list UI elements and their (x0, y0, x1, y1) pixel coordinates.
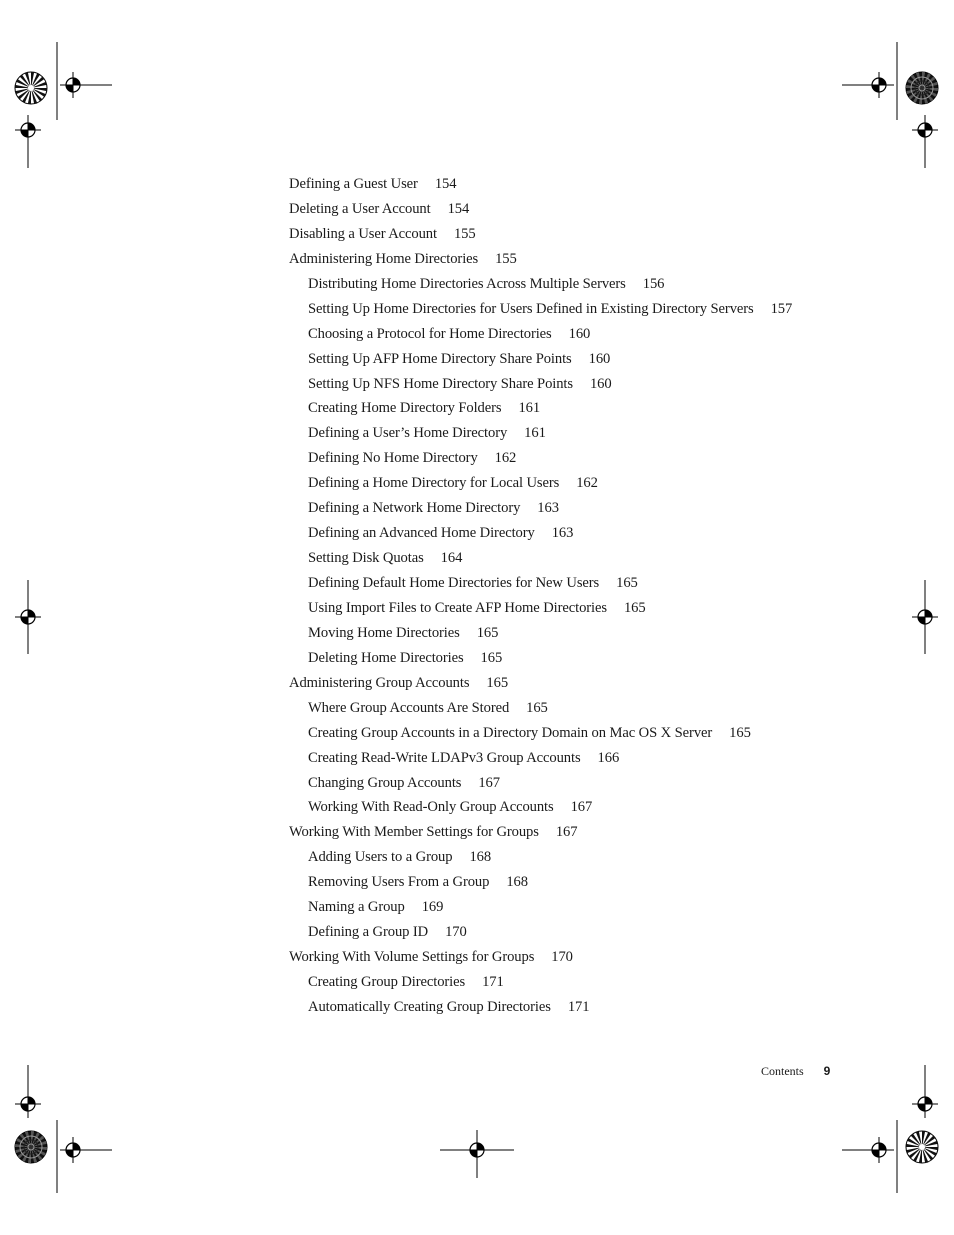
toc-entry (289, 222, 889, 247)
toc-entry-page: 166 (597, 749, 620, 766)
toc-entry (289, 546, 889, 571)
toc-entry-title: Setting Up AFP Home Directory Share Points (308, 350, 572, 367)
toc-entry-page: 171 (567, 998, 590, 1015)
toc-entry-title: Defining a Group ID (308, 924, 429, 941)
table-of-contents (289, 172, 889, 1020)
toc-entry (289, 521, 889, 546)
toc-entry-page: 163 (537, 500, 559, 517)
toc-entry-page: 154 (447, 200, 470, 217)
toc-entry-page: 165 (486, 674, 509, 691)
toc-entry-title: Defining No Home Directory (308, 450, 478, 467)
toc-entry-title: Defining a Home Directory for Local Users (308, 475, 560, 492)
toc-entry-title: Defining Default Home Directories for New Users (308, 575, 600, 591)
toc-entry (289, 322, 889, 347)
toc-entry-title: Moving Home Directories (308, 624, 460, 641)
toc-entry-title: Defining a Guest User (289, 176, 418, 192)
toc-entry-page: 162 (494, 450, 517, 467)
toc-entry-title: Deleting a User Account (289, 200, 431, 217)
toc-entry-title: Deleting Home Directories (308, 649, 464, 666)
toc-entry-page: 171 (482, 974, 504, 990)
toc-entry-title: Where Group Accounts Are Stored (308, 699, 510, 716)
toc-entry (289, 471, 889, 496)
toc-entry-page: 161 (518, 400, 541, 417)
toc-entry-page: 168 (506, 874, 528, 891)
registration-mark-icon (912, 604, 938, 630)
toc-entry (289, 945, 889, 970)
toc-entry (289, 795, 889, 820)
toc-entry-title: Choosing a Protocol for Home Directories (308, 325, 552, 342)
toc-entry-title: Working With Member Settings for Groups (289, 824, 539, 841)
toc-entry (289, 372, 889, 397)
toc-entry-title: Disabling a User Account (289, 225, 437, 242)
registration-mark-icon (60, 1137, 86, 1163)
registration-mark-icon (15, 1091, 41, 1117)
toc-entry-title: Creating Home Directory Folders (308, 400, 502, 417)
toc-entry (289, 671, 889, 696)
toc-entry-page: 169 (421, 899, 444, 916)
toc-entry (289, 172, 889, 197)
toc-entry (289, 721, 889, 746)
toc-entry-title: Creating Group Directories (308, 974, 466, 990)
toc-entry (289, 621, 889, 646)
toc-entry-page: 165 (623, 599, 646, 616)
toc-entry (289, 970, 889, 995)
registration-mark-icon (912, 117, 938, 143)
toc-entry (289, 820, 889, 845)
toc-entry-title: Setting Disk Quotas (308, 550, 424, 567)
toc-entry (289, 496, 889, 521)
toc-entry-title: Naming a Group (308, 899, 405, 916)
toc-entry-page: 160 (589, 375, 612, 392)
toc-entry-page: 163 (551, 525, 574, 542)
toc-entry-page: 162 (576, 475, 598, 492)
toc-entry-title: Adding Users to a Group (308, 849, 453, 866)
toc-entry (289, 895, 889, 920)
footer-section-label: Contents (761, 1064, 804, 1078)
star-target-icon (15, 72, 47, 104)
toc-entry-page: 167 (570, 799, 593, 816)
toc-entry-page: 165 (480, 649, 503, 666)
toc-entry-page: 160 (568, 325, 591, 342)
toc-entry-title: Working With Read-Only Group Accounts (308, 799, 554, 816)
toc-entry (289, 845, 889, 870)
toc-entry (289, 396, 889, 421)
registration-mark-icon (15, 604, 41, 630)
toc-entry-title: Defining a User’s Home Directory (308, 425, 508, 442)
toc-entry (289, 920, 889, 945)
toc-entry-title: Setting Up Home Directories for Users Defined in Existing Directory Servers (308, 300, 754, 317)
toc-entry-page: 164 (440, 550, 463, 567)
toc-entry-title: Setting Up NFS Home Directory Share Points (308, 375, 573, 392)
toc-entry (289, 446, 889, 471)
toc-entry-page: 157 (770, 300, 793, 317)
toc-entry-page: 154 (434, 176, 457, 192)
toc-entry-page: 167 (478, 774, 500, 791)
toc-entry (289, 696, 889, 721)
footer-page-number: 9 (823, 1064, 831, 1078)
registration-mark-icon (866, 72, 892, 98)
registration-mark-icon (15, 117, 41, 143)
toc-entry-title: Defining a Network Home Directory (308, 500, 521, 517)
toc-entry-title: Removing Users From a Group (308, 874, 490, 891)
toc-entry-title: Changing Group Accounts (308, 774, 462, 791)
toc-entry-page: 168 (469, 849, 492, 866)
toc-entry-title: Creating Read-Write LDAPv3 Group Accounts (308, 749, 581, 766)
toc-entry-page: 165 (476, 624, 499, 641)
toc-entry-title: Distributing Home Directories Across Multiple Servers (308, 275, 626, 292)
toc-entry-page: 170 (445, 924, 467, 941)
toc-entry-page: 155 (453, 225, 476, 242)
toc-entry-page: 165 (729, 724, 751, 741)
toc-entry-title: Using Import Files to Create AFP Home Directories (308, 599, 607, 616)
toc-entry (289, 746, 889, 771)
registration-mark-icon (60, 72, 86, 98)
toc-entry-page: 165 (616, 575, 638, 591)
toc-entry (289, 995, 889, 1020)
toc-entry-page: 161 (524, 425, 546, 442)
toc-entry-title: Automatically Creating Group Directories (308, 998, 551, 1015)
toc-entry-page: 167 (555, 824, 578, 841)
toc-entry-page: 155 (495, 250, 517, 267)
toc-entry (289, 272, 889, 297)
toc-entry-page: 156 (642, 275, 665, 292)
star-target-icon (906, 1131, 938, 1163)
star-target-icon (15, 1131, 47, 1163)
toc-entry-title: Administering Group Accounts (289, 674, 470, 691)
registration-mark-icon (866, 1137, 892, 1163)
toc-entry-title: Working With Volume Settings for Groups (289, 949, 535, 966)
toc-entry (289, 571, 889, 596)
toc-entry-page: 160 (588, 350, 611, 367)
toc-entry (289, 197, 889, 222)
toc-entry (289, 421, 889, 446)
toc-entry (289, 596, 889, 621)
toc-entry (289, 771, 889, 796)
registration-mark-icon (912, 1091, 938, 1117)
toc-entry-title: Administering Home Directories (289, 250, 479, 267)
registration-mark-icon (464, 1137, 490, 1163)
toc-entry (289, 646, 889, 671)
toc-entry-title: Creating Group Accounts in a Directory Domain on Mac OS X Server (308, 724, 713, 741)
toc-entry (289, 247, 889, 272)
toc-entry (289, 870, 889, 895)
toc-entry (289, 297, 889, 322)
toc-entry (289, 347, 889, 372)
toc-entry-page: 165 (526, 699, 548, 716)
page-footer (761, 1062, 830, 1082)
star-target-icon (906, 72, 938, 104)
toc-entry-title: Defining an Advanced Home Directory (308, 525, 535, 542)
toc-entry-page: 170 (551, 949, 573, 966)
